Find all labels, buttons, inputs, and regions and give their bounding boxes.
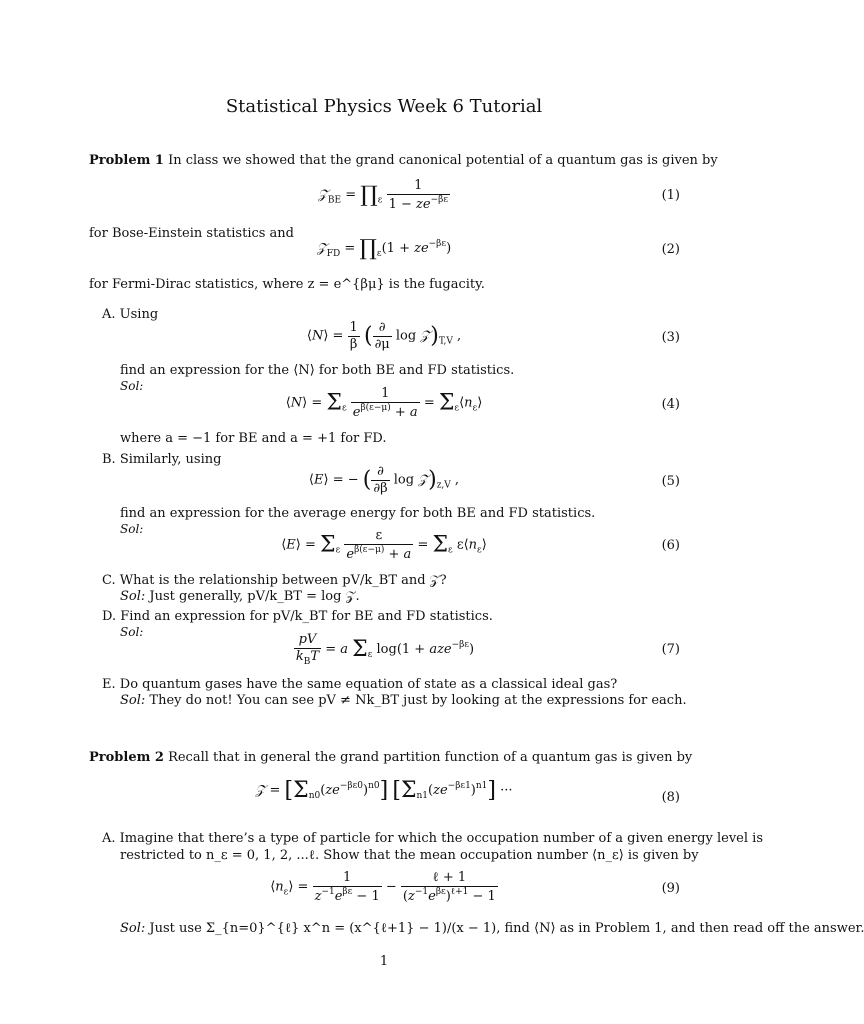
be-text: for Bose-Einstein statistics and — [89, 226, 295, 241]
page-title: Statistical Physics Week 6 Tutorial — [225, 96, 543, 117]
part-a-sol-label: Sol: — [120, 379, 144, 393]
problem2-part-a-solution: Sol: Just use Σ_{n=0}^{ℓ} x^n = (x^{ℓ+1} − 1)/(x − 1), find ⟨N⟩ as in Problem 1, and then read off the answer. — [120, 921, 864, 936]
part-a-where: where a = −1 for BE and a = +1 for FD. — [120, 431, 387, 446]
problem1-part-b: B. Similarly, using — [102, 452, 222, 467]
equation-8-number: (8) — [661, 790, 680, 805]
fd-text: for Fermi-Dirac statistics, where z = e^{βμ} is the fugacity. — [89, 277, 485, 292]
part-a-question: find an expression for the ⟨N⟩ for both BE and FD statistics. — [120, 363, 515, 378]
problem2-intro-text: Recall that in general the grand partition function of a quantum gas is given by — [168, 750, 693, 765]
part-d-sol-label: Sol: — [120, 625, 144, 639]
equation-4-number: (4) — [661, 397, 680, 412]
part-b-question: find an expression for the average energy for both BE and FD statistics. — [120, 506, 596, 521]
problem1-part-e: E. Do quantum gases have the same equation of state as a classical ideal gas? — [102, 677, 618, 692]
part-e-solution: Sol: They do not! You can see pV ≠ Nk_BT just by looking at the expressions for each. — [120, 693, 687, 708]
equation-5: ⟨E⟩ = − ( $\frac{\partial}{\partial\beta}$ $\log 𝒵)_{z,V}$ , — [308, 464, 460, 496]
problem1-part-a: A. Using — [102, 307, 159, 322]
problem2-label: Problem 2 — [89, 750, 164, 765]
problem2-intro — [89, 750, 692, 765]
problem1-part-c: C. What is the relationship between pV/k_BT and 𝒵? — [102, 573, 447, 588]
problem1-intro — [89, 153, 718, 168]
page-number: 1 — [379, 954, 389, 969]
equation-7-number: (7) — [661, 642, 680, 657]
equation-6: ⟨E⟩ = $\Sigma_\varepsilon$ $\frac{\varepsilon}{e^{\beta(\varepsilon-\mu)} + a}$ = $\Sigma_\varepsilon$ $\varepsilon⟨n_\varepsilon⟩$ — [281, 528, 487, 562]
equation-8: 𝒵 = $[\Sigma_{n0}(ze^{-\beta\varepsilon 0})^{n0}]$ $[\Sigma_{n1}(ze^{-\beta\varepsilon 1})^{n1}]$ ··· — [255, 778, 513, 803]
problem2-part-a-line2: restricted to n_ε = 0, 1, 2, ...ℓ. Show that the mean occupation number ⟨n_ε⟩ is given by — [120, 848, 699, 863]
equation-2: 𝒵$_{FD}$ = $\prod_\varepsilon(1 + ze^{-\beta\varepsilon})$ — [316, 236, 452, 261]
part-c-solution: Sol: Just generally, pV/k_BT = log 𝒵. — [120, 589, 360, 604]
equation-6-number: (6) — [661, 538, 680, 553]
equation-5-number: (5) — [661, 474, 680, 489]
problem1-label: Problem 1 — [89, 153, 164, 168]
equation-7: $\frac{pV}{k_BT}$ = a $\Sigma_\varepsilon$ log(1 + aze$^{-\beta\varepsilon}$) — [295, 632, 475, 667]
equation-4: ⟨N⟩ = $\Sigma_\varepsilon$ $\frac{1}{e^{\beta(\varepsilon-\mu)} + a}$ = $\Sigma_\varepsilon⟨n_\varepsilon⟩$ — [285, 386, 483, 420]
part-b-sol-label: Sol: — [120, 522, 144, 536]
equation-2-number: (2) — [661, 242, 680, 257]
problem1-intro-text: In class we showed that the grand canonical potential of a quantum gas is given by — [168, 153, 718, 168]
equation-9-number: (9) — [661, 881, 680, 896]
equation-3: ⟨N⟩ = $\frac{1}{\beta}$ ( $\frac{\partial}{\partial\mu}$ $\log 𝒵)_{T,V}$ , — [306, 320, 462, 352]
problem2-part-a: A. Imagine that there’s a type of particle for which the occupation number of a given energy level is — [102, 831, 763, 846]
equation-1: 𝒵$_{BE}$ = $\prod_\varepsilon$ $\frac{1}{1 - ze^{-\beta\varepsilon}}$ — [318, 178, 448, 212]
equation-9: $⟨n_\varepsilon⟩$ = $\frac{1}{z^{-1}e^{\beta\varepsilon} - 1}$ − $\frac{\text{ℓ + 1}}{(z^{-1}e^{\beta\varepsilon})^{\ell+1} - 1}$ — [270, 870, 496, 904]
equation-1-number: (1) — [661, 188, 680, 203]
problem1-part-d: D. Find an expression for pV/k_BT for BE and FD statistics. — [102, 609, 493, 624]
equation-3-number: (3) — [661, 330, 680, 345]
